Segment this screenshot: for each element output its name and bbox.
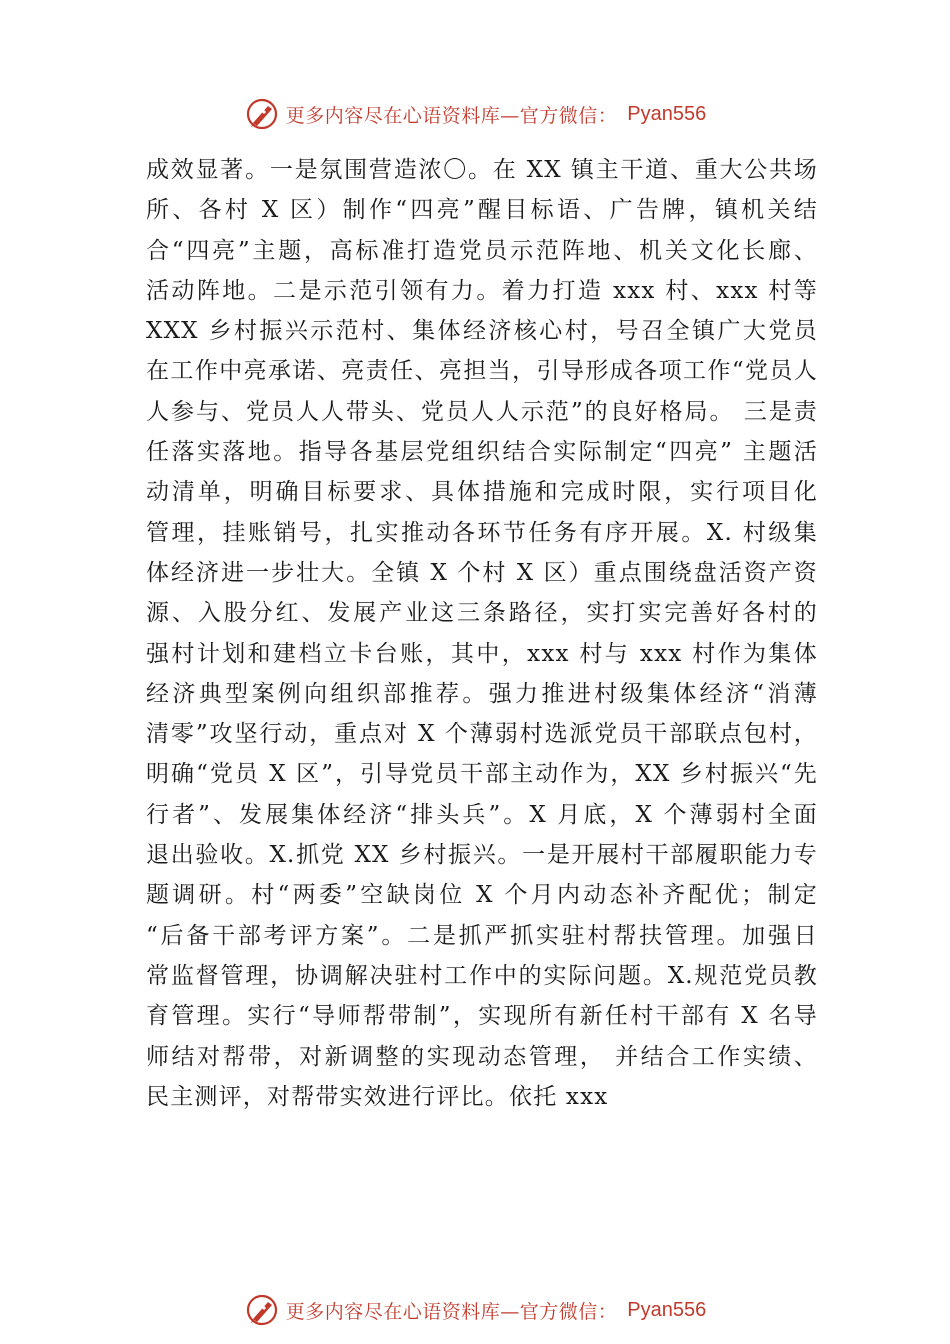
watermark-wechat-id: Pyan556 [627,1298,707,1321]
body-line: 体经济进一步壮大。全镇 X 个村 X 区）重点围绕盘活资产资 [146,559,818,586]
body-line: 常监督管理，协调解决驻村工作中的实际问题。X.规范党员教 [146,962,818,989]
pen-logo-icon [244,1292,280,1328]
watermark-header [0,92,950,136]
body-line: XXX 乡村振兴示范村、集体经济核心村，号召全镇广大党员 [146,318,818,345]
body-line: 育管理。实行“导师帮带制”，实现所有新任村干部有 X 名导 [146,1003,818,1030]
body-line: 明确“党员 X 区”，引导党员干部主动作为，XX 乡村振兴“先 [146,761,818,788]
body-line: 退出验收。X.抓党 XX 乡村振兴。一是开展村干部履职能力专 [146,842,818,869]
body-line: “后备干部考评方案”。二是抓严抓实驻村帮扶管理。加强日 [146,922,818,949]
pen-logo-icon [244,96,280,132]
watermark-footer [0,1288,950,1332]
body-line: 合“四亮”主题，高标准打造党员示范阵地、机关文化长廊、 [146,237,818,264]
body-line-last: 民主测评，对帮带实效进行评比。依托 xxx [146,1083,609,1110]
watermark-wechat-id: Pyan556 [627,102,707,125]
body-line: 在工作中亮承诺、亮责任、亮担当，引导形成各项工作“党员人 [146,358,818,385]
watermark-text: 更多内容尽在心语资料库—官方微信： [285,1300,618,1323]
body-line: 成效显著。一是氛围营造浓〇。在 XX 镇主干道、重大公共场 [146,157,818,183]
body-line: 行者”、发展集体经济“排头兵”。X 月底，X 个薄弱村全面 [146,801,818,828]
body-line: 师结对帮带，对新调整的实现动态管理， 并结合工作实绩、 [146,1043,818,1070]
body-line: 清零”攻坚行动，重点对 X 个薄弱村选派党员干部联点包村， [146,721,818,748]
body-line: 活动阵地。二是示范引领有力。着力打造 xxx 村、xxx 村等 [146,277,818,304]
body-line: 经济典型案例向组织部推荐。强力推进村级集体经济“消薄 [146,680,818,707]
body-line: 源、入股分红、发展产业这三条路径，实打实完善好各村的 [146,600,818,627]
body-line: 管理，挂账销号，扎实推动各环节任务有序开展。X. 村级集 [146,519,818,546]
body-line: 人参与、党员人人带头、党员人人示范”的良好格局。 三是责 [146,398,818,425]
body-line: 所、各村 X 区）制作“四亮”醒目标语、广告牌，镇机关结 [146,197,818,224]
document-body [146,150,818,1117]
watermark-text: 更多内容尽在心语资料库—官方微信： [285,104,618,127]
body-line: 题调研。村“两委”空缺岗位 X 个月内动态补齐配优；制定 [146,882,818,909]
body-line: 任落实落地。指导各基层党组织结合实际制定“四亮” 主题活 [146,439,818,466]
body-line: 强村计划和建档立卡台账，其中，xxx 村与 xxx 村作为集体 [146,640,818,667]
body-line: 动清单，明确目标要求、具体措施和完成时限，实行项目化 [146,479,818,506]
